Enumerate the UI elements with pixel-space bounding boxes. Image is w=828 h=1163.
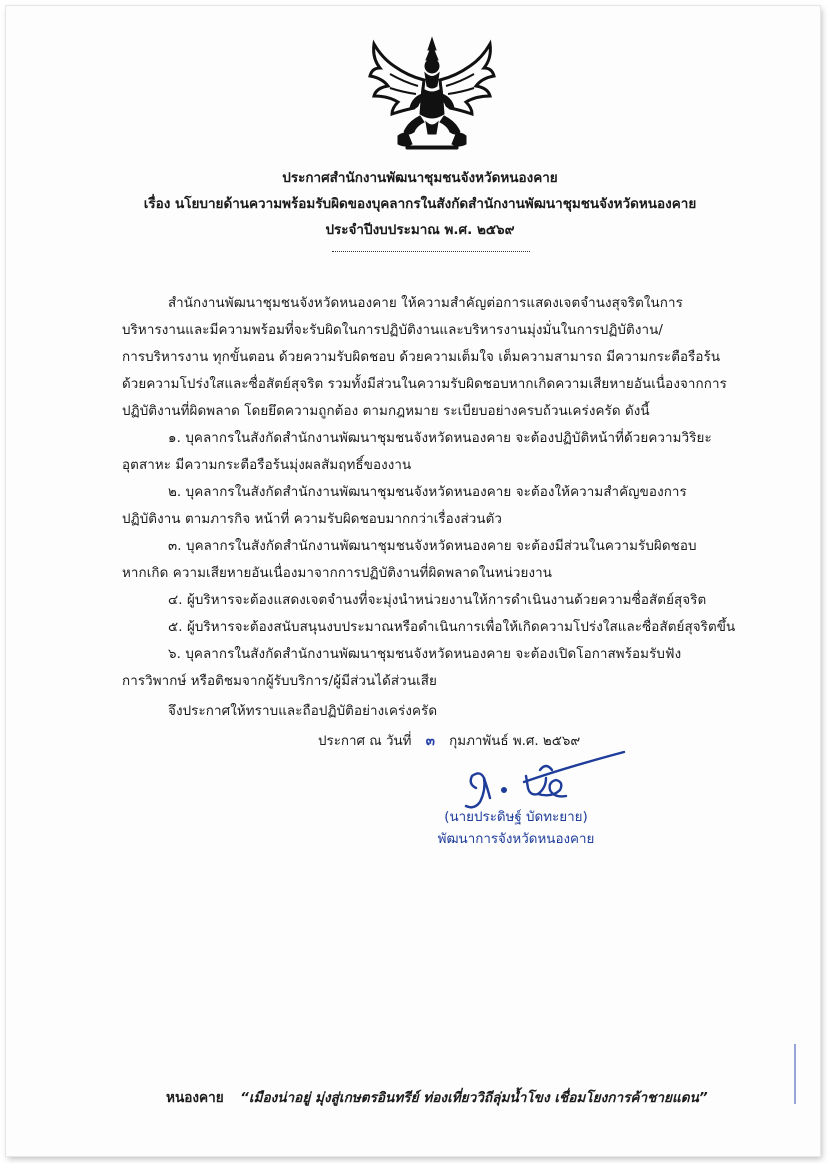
policy-item-3-cont: หากเกิด ความเสียหายอันเนื่องมาจากการปฏิบัติงานที่ผิดพลาดในหน่วยงาน [122, 566, 553, 581]
policy-item-6: ๖. บุคลากรในสังกัดสำนักงานพัฒนาชุมชนจังหวัดหนองคาย จะต้องเปิดโอกาสพร้อมรับฟัง [168, 647, 682, 662]
date-day: ๓ [425, 734, 435, 749]
policy-item-5: ๕. ผู้บริหารจะต้องสนับสนุนงบประมาณหรือดำเนินการเพื่อให้เกิดความโปร่งใสและซื่อสัตย์สุจริตขึ้น [168, 620, 736, 635]
footer-slogan [166, 1086, 708, 1108]
policy-item-3: ๓. บุคลากรในสังกัดสำนักงานพัฒนาชุมชนจังหวัดหนองคาย จะต้องมีส่วนในความรับผิดชอบ [168, 539, 697, 554]
policy-item-2: ๒. บุคลากรในสังกัดสำนักงานพัฒนาชุมชนจังหวัดหนองคาย จะต้องให้ความสำคัญของการ [168, 485, 687, 500]
intro-line: บริหารงานและมีความพร้อมที่จะรับผิดในการปฏิบัติงานและบริหารงานมุ่งมั่นในการปฏิบัติงาน/ [122, 323, 663, 338]
policy-item-4: ๔. ผู้บริหารจะต้องแสดงเจตจำนงที่จะมุ่งนำหน่วยงานให้การดำเนินงานด้วยความซื่อสัตย์สุจริต [168, 593, 707, 608]
date-prefix: ประกาศ ณ วันที่ [318, 734, 412, 749]
policy-item-1: ๑. บุคลากรในสังกัดสำนักงานพัฒนาชุมชนจังหวัดหนองคาย จะต้องปฏิบัติหน้าที่ด้วยความวิริยะ [168, 431, 712, 446]
footer-place: หนองคาย [166, 1090, 224, 1106]
policy-item-6-cont: การวิพากษ์ หรือติชมจากผู้รับบริการ/ผู้มีส่วนได้ส่วนเสีย [122, 674, 437, 689]
intro-line: สำนักงานพัฒนาชุมชนจังหวัดหนองคาย ให้ความสำคัญต่อการแสดงเจตจำนงสุจริตในการ [168, 296, 683, 311]
date-month-year: กุมภาพันธ์ พ.ศ. ๒๕๖๙ [449, 734, 581, 749]
policy-item-1-cont: อุตสาหะ มีความกระตือรือร้นมุ่งผลสัมฤทธิ์ของงาน [122, 458, 412, 473]
announcement-title: ประกาศสำนักงานพัฒนาชุมชนจังหวัดหนองคาย [282, 170, 558, 186]
signer-name: (นายประดิษฐ์ บัดทะยาย) [444, 810, 588, 825]
footer-motto: “เมืองน่าอยู่ มุ่งสู่เกษตรอินทรีย์ ท่องเที่ยววิถีลุ่มน้ำโขง เชื่อมโยงการค้าชายแดน” [240, 1090, 708, 1106]
margin-pen-mark [794, 1044, 796, 1104]
intro-line: การบริหารงาน ทุกขั้นตอน ด้วยความรับผิดชอบ ด้วยความเต็มใจ เต็มความสามารถ มีความกระตือรือร้น [122, 350, 721, 365]
intro-line: ด้วยความโปร่งใสและซื่อสัตย์สุจริต รวมทั้งมีส่วนในความรับผิดชอบหากเกิดความเสียหายอันเนื่องจากการ [122, 377, 727, 392]
document-page [6, 6, 820, 1156]
signer-title: พัฒนาการจังหวัดหนองคาย [437, 832, 595, 847]
closing-statement: จึงประกาศให้ทราบและถือปฏิบัติอย่างเคร่งครัด [168, 704, 438, 719]
fiscal-year-line: ประจำปีงบประมาณ พ.ศ. ๒๕๖๙ [325, 222, 515, 238]
policy-item-2-cont: ปฏิบัติงาน ตามภารกิจ หน้าที่ ความรับผิดชอบมากกว่าเรื่องส่วนตัว [122, 512, 503, 527]
intro-line: ปฏิบัติงานที่ผิดพลาด โดยยึดความถูกต้อง ตามกฎหมาย ระเบียบอย่างครบถ้วนเคร่งครัด ดังนี้ [122, 404, 650, 419]
announcement-subject: เรื่อง นโยบายด้านความพร้อมรับผิดของบุคลากรในสังกัดสำนักงานพัฒนาชุมชนจังหวัดหนองคาย [143, 196, 697, 212]
garuda-emblem [368, 36, 496, 154]
dotted-divider [332, 251, 530, 252]
